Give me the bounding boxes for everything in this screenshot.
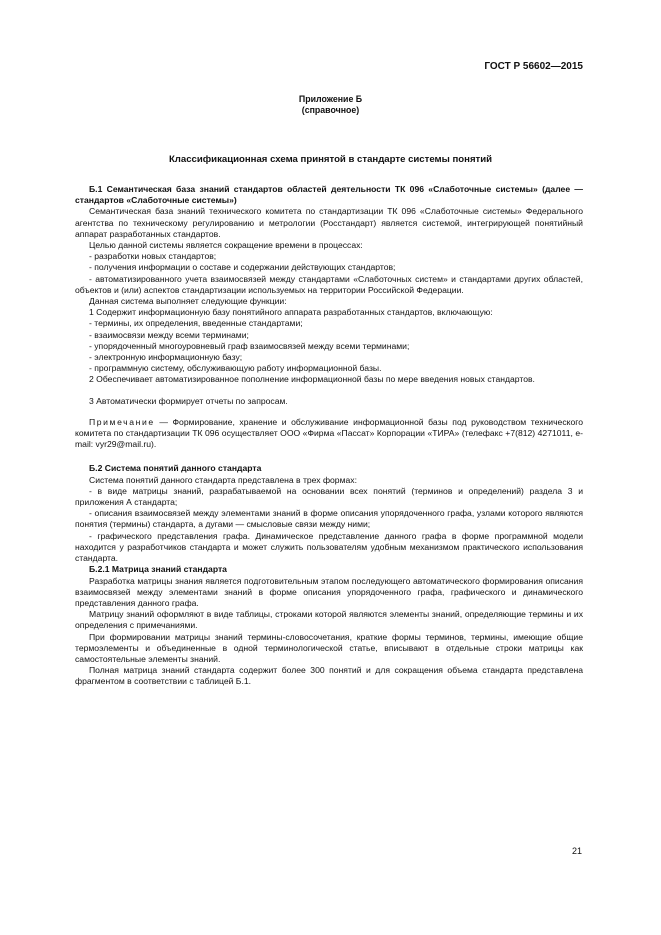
function-item: 1 Содержит информационную базу понятийного аппарата разработанных стандартов, включающую: (89, 307, 493, 318)
document-body (75, 184, 583, 688)
appendix-title: Приложение Б (298, 94, 363, 104)
list-item: - электронную информационную базу; (89, 352, 243, 363)
page-number: 21 (571, 846, 582, 856)
paragraph: Целью данной системы является сокращение времени в процессах: (89, 240, 363, 251)
section-b21-heading: Б.2.1 Матрица знаний стандарта (89, 564, 227, 575)
list-item: - разработки новых стандартов; (89, 251, 217, 262)
list-item: - автоматизированного учета взаимосвязей между стандартами «Слаботочных систем» и стандартами других областей, объектов и (или) аспектов стандартизации используемых на территории Российской Федерации. (75, 273, 583, 295)
list-item: - получения информации о составе и содержании действующих стандартов; (89, 262, 396, 273)
paragraph: Полная матрица знаний стандарта содержит более 300 понятий и для сокращения объема стандарта представлена фрагментом в соответствии с таблицей Б.1. (75, 665, 583, 687)
paragraph: Система понятий данного стандарта представлена в трех формах: (89, 474, 357, 485)
paragraph: Разработка матрицы знания является подготовительным этапом последующего автоматического формирования описания взаимосвязей между элементами знаний в форме описания упорядоченного графа, графического и динамического представления данного графа. (75, 575, 583, 608)
list-item: - графического представления графа. Динамическое представление данного графа в форме программной модели находится у разработчиков стандарта и может служить пользователям удобным механизмом практического использования стандарта. (75, 530, 583, 564)
section-b2-heading: Б.2 Система понятий данного стандарта (89, 463, 262, 474)
function-item: 2 Обеспечивает автоматизированное пополнение информационной базы по мере введения новых стандартов. (89, 374, 535, 385)
paragraph: При формировании матрицы знаний термины-словосочетания, краткие формы терминов, термины, имеющие общие термоэлементы и объединенные в одной терминологической статье, вписывают в отдельные строки матрицы как самостоятельные элементы знаний. (75, 631, 583, 664)
paragraph: Семантическая база знаний технического комитета по стандартизации ТК 096 «Слаботочные системы» Федерального агентства по техническому регулированию и метрологии (Росстандарт) является системой, интегрирующей понятийный аппарат разработанных стандартов. (75, 206, 583, 239)
list-item: - упорядоченный многоуровневый граф взаимосвязей между всеми терминами; (89, 340, 410, 351)
paragraph: Матрицу знаний оформляют в виде таблицы, строками которой являются элементы знаний, определяющие термины и их определения с примечаниями. (75, 609, 583, 631)
list-item: - в виде матрицы знаний, разрабатываемой на основании всех понятий (терминов и определений) раздела 3 и приложения А стандарта; (75, 485, 583, 508)
paragraph: Данная система выполняет следующие функции: (89, 296, 287, 307)
list-item: - взаимосвязи между всеми терминами; (89, 329, 249, 340)
function-item: 3 Автоматически формирует отчеты по запросам. (89, 395, 288, 406)
list-item: - программную систему, обслуживающую работу информационной базы. (89, 363, 382, 374)
note-label: Примечание (89, 416, 155, 427)
list-item: - термины, их определения, введенные стандартами; (89, 318, 303, 329)
section-b1-heading: Б.1 Семантическая база знаний стандартов областей деятельности ТК 096 «Слаботочные системы» (далее — стандартов «Слаботочные системы») (75, 184, 583, 206)
appendix-subtitle: (справочное) (301, 105, 360, 115)
note (75, 417, 583, 451)
note-text: — Формирование, хранение и обслуживание информационной базы под руководством технического комитета по стандартизации ТК 096 осуществляет ООО «Фирма «Пассат» Корпорации «ТИРА» (телефакс +7(812) 4271011, e-mail: vyr29@mail.ru). (75, 416, 583, 450)
appendix-heading (0, 94, 661, 116)
list-item: - описания взаимосвязей между элементами знаний в форме описания упорядоченного графа, узлами которого являются понятия (термины) стандарта, а дугами — смысловые связи между ними; (75, 508, 583, 530)
main-title: Классификационная схема принятой в стандарте системы понятий (168, 154, 493, 165)
standard-id-header: ГОСТ Р 56602—2015 (484, 61, 583, 72)
